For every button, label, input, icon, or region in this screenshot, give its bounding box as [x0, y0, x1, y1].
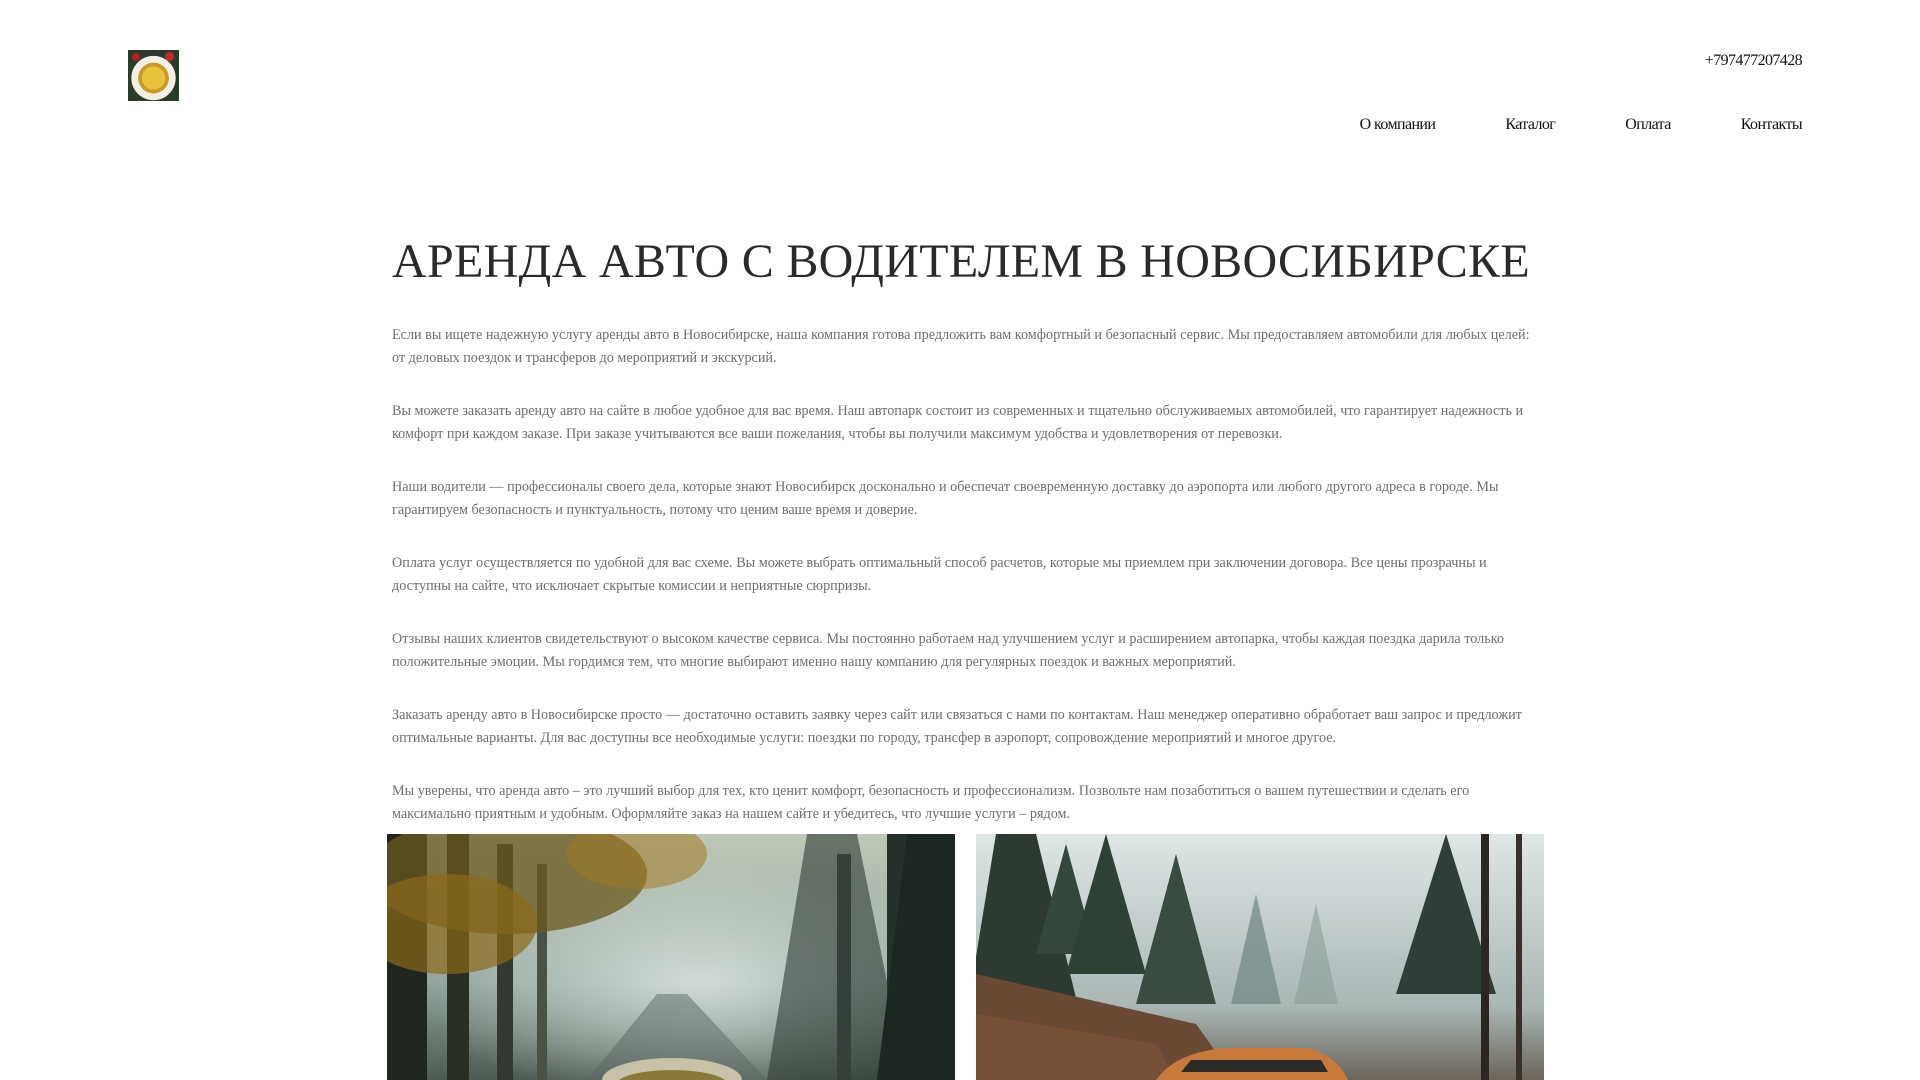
page-title: АРЕНДА АВТО С ВОДИТЕЛЕМ В НОВОСИБИРСКЕ: [392, 235, 1530, 288]
phone-link[interactable]: +797477207428: [1704, 52, 1802, 69]
autumn-forest-photo: [387, 834, 955, 1080]
misty-pine-photo: [976, 834, 1544, 1080]
paragraph: Наши водители — профессионалы своего дела, которые знают Новосибирск досконально и обеспечат своевременную доставку до аэропорта или любого другого адреса в городе. Мы гарантируем безопасность и пунктуальность, потому что ценим ваше время и доверие.: [392, 479, 1499, 518]
main-content: [392, 232, 1542, 856]
nav-item-contacts[interactable]: Контакты: [1740, 116, 1802, 133]
paragraph: Заказать аренду авто в Новосибирске просто — достаточно оставить заявку через сайт или связаться с нами по контактам. Наш менеджер оперативно обработает ваш запрос и предложит оптимальные варианты. Для вас доступны все необходимые услуги: поездки по городу, трансфер в аэропорт, сопровождение мероприятий и многое другое.: [392, 707, 1522, 746]
main-nav: [1360, 116, 1802, 134]
gallery-image-misty-pine-car: [976, 834, 1544, 1080]
photo-gallery: [387, 834, 1544, 1080]
nav-item-payment[interactable]: Оплата: [1625, 116, 1671, 133]
site-header: [0, 0, 1920, 150]
paragraph: Если вы ищете надежную услугу аренды авто в Новосибирске, наша компания готова предложить вам комфортный и безопасный сервис. Мы предоставляем автомобили для любых целей: от деловых поездок и трансферов до мероприятий и экскурсий.: [392, 327, 1530, 366]
paragraph: Отзывы наших клиентов свидетельствуют о высоком качестве сервиса. Мы постоянно работаем над улучшением услуг и расширением автопарка, чтобы каждая поездка дарила только положительные эмоции. Мы гордимся тем, что многие выбирают именно нашу компанию для регулярных поездок и важных мероприятий.: [392, 631, 1504, 670]
site-logo[interactable]: [128, 50, 179, 101]
gallery-image-autumn-forest-car: [387, 834, 955, 1080]
nav-item-catalog[interactable]: Каталог: [1505, 116, 1556, 133]
paragraph: Мы уверены, что аренда авто – это лучший выбор для тех, кто ценит комфорт, безопасность и профессионализм. Позвольте нам позаботиться о вашем путешествии и сделать его максимально приятным и удобным. Оформляйте заказ на нашем сайте и убедитесь, что лучшие услуги – рядом.: [392, 783, 1470, 822]
nav-item-about[interactable]: О компании: [1359, 116, 1436, 133]
paragraph: Оплата услуг осуществляется по удобной для вас схеме. Вы можете выбрать оптимальный способ расчетов, которые мы приемлем при заключении договора. Все цены прозрачны и доступны на сайте, что исключает скрытые комиссии и неприятные сюрпризы.: [392, 555, 1487, 594]
paragraph: Вы можете заказать аренду авто на сайте в любое удобное для вас время. Наш автопарк состоит из современных и тщательно обслуживаемых автомобилей, что гарантирует надежность и комфорт при каждом заказе. При заказе учитываются все ваши пожелания, чтобы вы получили максимум удобства и удовлетворения от перевозки.: [392, 403, 1524, 442]
